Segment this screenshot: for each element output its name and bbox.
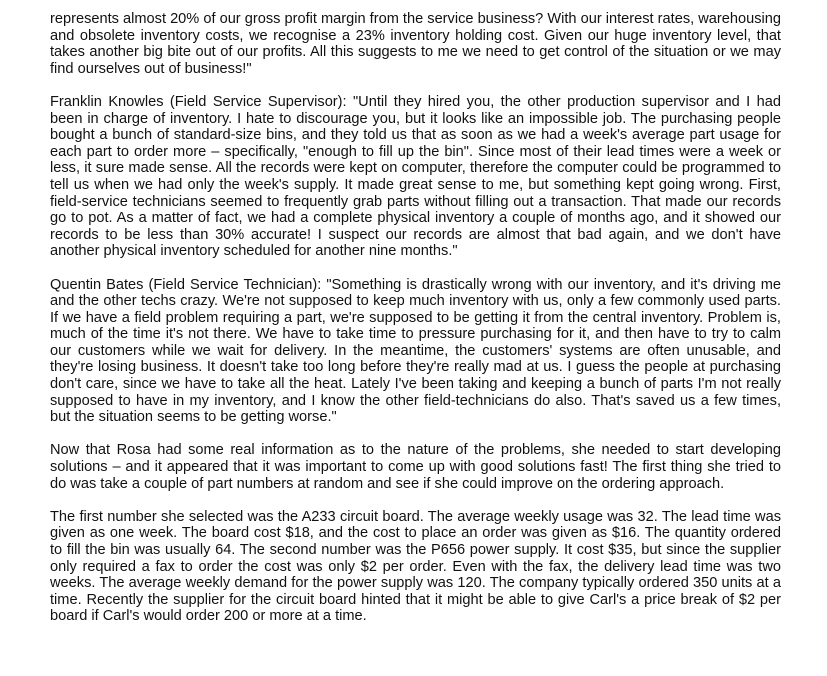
- paragraph-rosa-solutions: Now that Rosa had some real information as to the nature of the problems, she needed to start developing solutions – and it appeared that it was important to come up with good solutions fast! The first thing she tried to do was take a couple of part numbers at random and see if she could improve on the ordering approach.: [50, 442, 781, 492]
- paragraph-part-numbers: The first number she selected was the A233 circuit board. The average weekly usage was 32. The lead time was given as one week. The board cost $18, and the cost to place an order was given as $16. The quantity ordered to fill the bin was usually 64. The second number was the P656 power supply. It cost $35, but since the supplier only required a fax to order the cost was only $2 per order. Even with the fax, the delivery lead time was two weeks. The average weekly demand for the power supply was 120. The company typically ordered 350 units at a time. Recently the supplier for the circuit board hinted that it might be able to give Carl's a price break of $2 per board if Carl's would order 200 or more at a time.: [50, 508, 781, 625]
- paragraph-franklin-knowles: Franklin Knowles (Field Service Supervisor): "Until they hired you, the other production supervisor and I had been in charge of inventory. I hate to discourage you, but it looks like an impossible job. The purchasing people bought a bunch of standard-size bins, and they told us that as soon as we had a week's average part usage for each part to order more – specifically, "enough to fill up the bin". Since most of their lead times were a week or less, it sure made sense. All the records were kept on computer, therefore the computer could be programmed to tell us when we had only the week's supply. It made great sense to me, but something kept going wrong. First, field-service technicians seemed to frequently grab parts without filling out a transaction. That made our records go to pot. As a matter of fact, we had a complete physical inventory a couple of months ago, and it showed our records to be less than 30% accurate! I suspect our records are almost that bad again, and we don't have another physical inventory scheduled for another nine months.": [50, 93, 781, 260]
- document-page: [50, 11, 781, 625]
- paragraph-gross-profit-continuation: represents almost 20% of our gross profit margin from the service business? With our interest rates, warehousing and obsolete inventory costs, we recognise a 23% inventory holding cost. Given our huge inventory level, that takes another big bite out of our profits. All this suggests to me we need to get control of the situation or we may find ourselves out of business!": [50, 11, 781, 77]
- paragraph-quentin-bates: Quentin Bates (Field Service Technician): "Something is drastically wrong with our inventory, and it's driving me and the other techs crazy. We're not supposed to keep much inventory with us, only a few commonly used parts. If we have a field problem requiring a part, we're supposed to be getting it from the central inventory. Problem is, much of the time it's not there. We have to take time to pressure purchasing for it, and then have to try to calm our customers while we wait for delivery. In the meantime, the customers' systems are often unusable, and they're losing business. It doesn't take too long before they're really mad at us. I guess the people at purchasing don't care, since we have to take all the heat. Lately I've been taking and keeping a bunch of parts I'm not really supposed to have in my inventory, and I know the other field-technicians do also. That's saved us a few times, but the situation seems to be getting worse.": [50, 276, 781, 426]
